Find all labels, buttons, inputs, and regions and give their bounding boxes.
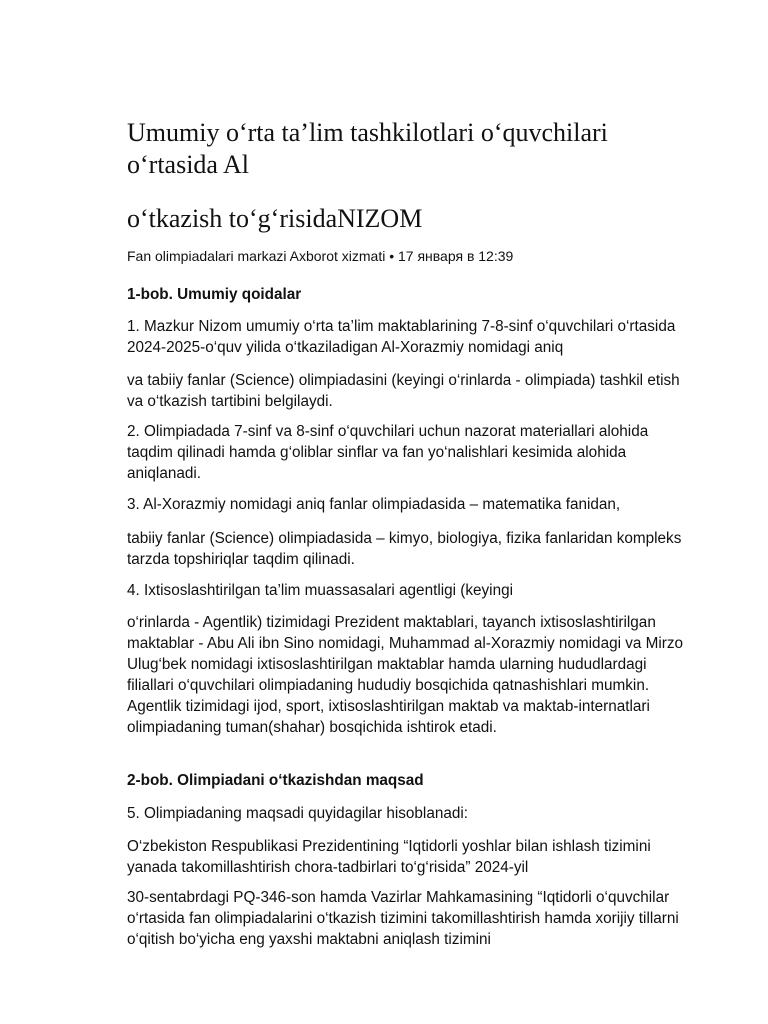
paragraph: 4. Ixtisoslashtirilgan ta’lim muassasalari agentligi (keyingi (127, 582, 513, 599)
paragraph: 5. Olimpiadaning maqsadi quyidagilar hisoblanadi: (127, 805, 468, 822)
article-meta: Fan olimpiadalari markazi Axborot xizmati • 17 января в 12:39 (127, 248, 514, 264)
document-title-continued: o‘tkazish to‘g‘risidaNIZOM (127, 204, 423, 233)
chapter-heading: 1-bob. Umumiy qoidalar (127, 286, 302, 303)
paragraph: O‘zbekiston Respublikasi Prezidentining “Iqtidorli yoshlar bilan ishlash tizimini yanada takomillashtirish chora-tadbirlari to‘g‘risida” 2024-yil (127, 838, 651, 876)
paragraph: 2. Olimpiadada 7-sinf va 8-sinf o‘quvchilari uchun nazorat materiallari alohida taqdim qilinadi hamda g‘oliblar sinflar va fan yo‘nalishlari kesimida alohida aniqlanadi. (127, 423, 649, 482)
paragraph: o‘rinlarda - Agentlik) tizimidagi Prezident maktablari, tayanch ixtisoslashtirilgan maktablar - Abu Ali ibn Sino nomidagi, Muhammad al-Xorazmiy nomidagi va Mirzo Ulug‘bek nomidagi ixtisoslashtirilgan maktablar hamda ularning hududlardagi filiallari o‘quvchilari olimpiadaning hududiy bosqichida qatnashishlari mumkin. Agentlik tizimidagi ijod, sport, ixtisoslashtirilgan maktab va maktab-internatlari olimpiadaning tuman(shahar) bosqichida ishtirok etadi. (127, 614, 684, 736)
document-title: Umumiy o‘rta ta’lim tashkilotlari o‘quvchilari o‘rtasida Al (127, 118, 608, 179)
paragraph: 3. Al-Xorazmiy nomidagi aniq fanlar olimpiadasida – matematika fanidan, (127, 496, 621, 513)
paragraph: va tabiiy fanlar (Science) olimpiadasini (keyingi o‘rinlarda - olimpiada) tashkil etish va o‘tkazish tartibini belgilaydi. (127, 372, 680, 410)
paragraph: 30-sentabrdagi PQ-346-son hamda Vazirlar Mahkamasining “Iqtidorli o‘quvchilar o‘rtasida fan olimpiadalarini o‘tkazish tizimini takomillashtirish hamda xorijiy tillarni o‘qitish bo‘yicha eng yaxshi maktabni aniqlash tizimini (127, 889, 679, 948)
chapter-heading: 2-bob. Olimpiadani o‘tkazishdan maqsad (127, 772, 424, 789)
paragraph: 1. Mazkur Nizom umumiy o‘rta ta’lim maktablarining 7-8-sinf o‘quvchilari o‘rtasida 2024-2025-o‘quv yilida o‘tkaziladigan Al-Xorazmiy nomidagi aniq (127, 318, 676, 356)
paragraph: tabiiy fanlar (Science) olimpiadasida – kimyo, biologiya, fizika fanlaridan kompleks tarzda topshiriqlar taqdim qilinadi. (127, 530, 682, 568)
